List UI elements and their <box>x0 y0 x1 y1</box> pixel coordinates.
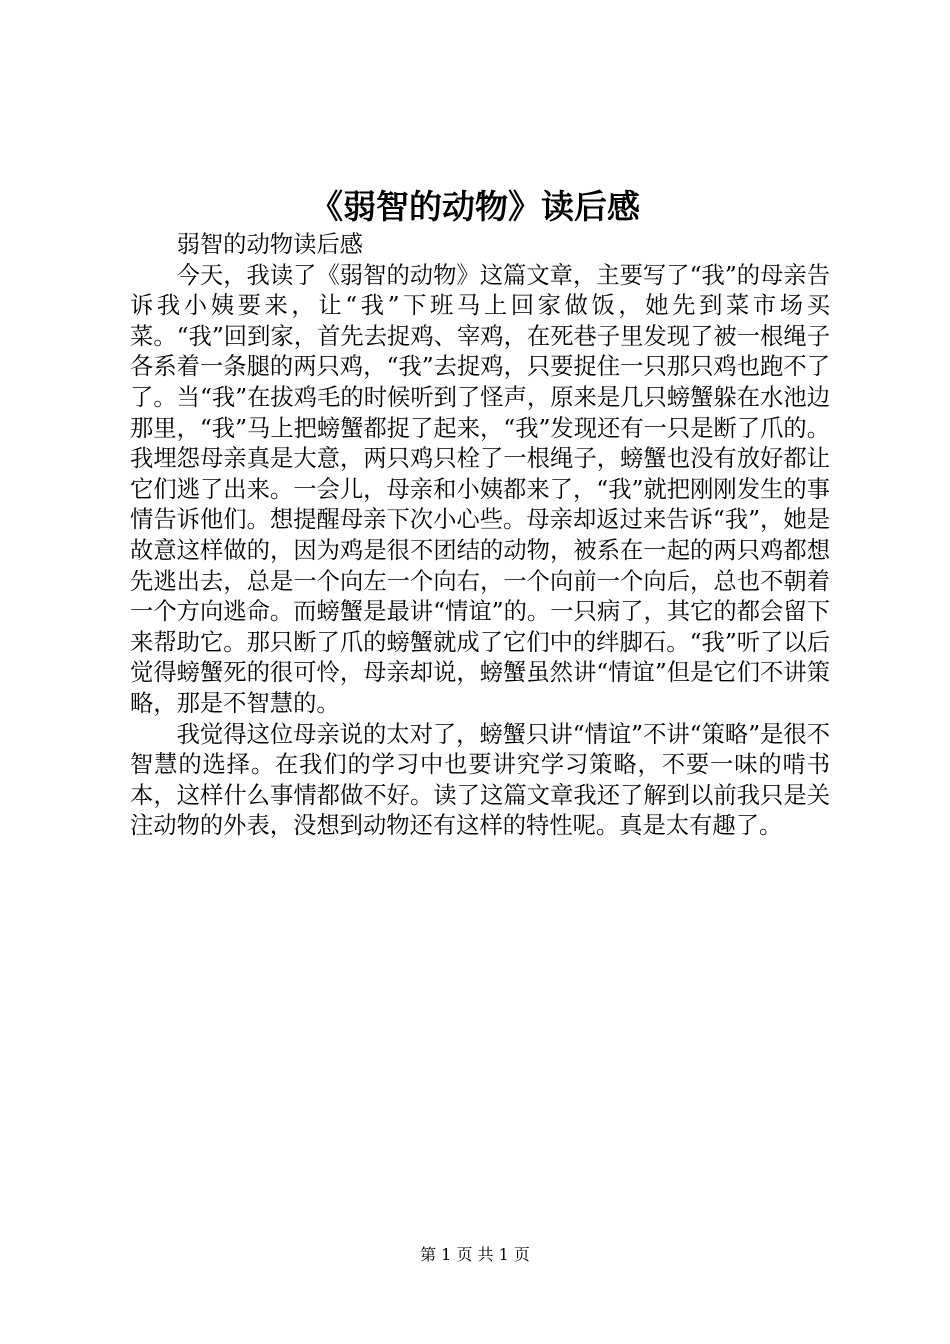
page-number-footer: 第 1 页 共 1 页 <box>420 1245 530 1264</box>
article-subtitle-paragraph: 弱智的动物读后感 <box>176 231 363 258</box>
article-body <box>130 230 830 842</box>
article-paragraph-story: 今天，我读了《弱智的动物》这篇文章，主要写了“我”的母亲告诉我小姨要来，让“我”下班马上回家做饭，她先到菜市场买菜。“我”回到家，首先去捉鸡、宰鸡，在死巷子里发现了被一根绳子各系着一条腿的两只鸡，“我”去捉鸡，只要捉住一只那只鸡也跑不了了。当“我”在拔鸡毛的时候听到了怪声，原来是几只螃蟹躲在水池边那里，“我”马上把螃蟹都捉了起来，“我”发现还有一只是断了爪的。我埋怨母亲真是大意，两只鸡只栓了一根绳子，螃蟹也没有放好都让它们逃了出来。一会儿，母亲和小姨都来了，“我”就把刚刚发生的事情告诉他们。想提醒母亲下次小心些。母亲却返过来告诉“我”，她是故意这样做的，因为鸡是很不团结的动物，被系在一起的两只鸡都想先逃出去，总是一个向左一个向右，一个向前一个向后，总也不朝着一个方向逃命。而螃蟹是最讲“情谊”的。一只病了，其它的都会留下来帮助它。那只断了爪的螃蟹就成了它们中的绊脚石。“我”听了以后觉得螃蟹死的很可怜，母亲却说，螃蟹虽然讲“情谊”但是它们不讲策略，那是不智慧的。 <box>130 261 830 717</box>
article-paragraph-reflection: 我觉得这位母亲说的太对了，螃蟹只讲“情谊”不讲“策略”是很不智慧的选择。在我们的学习中也要讲究学习策略，不要一味的啃书本，这样什么事情都做不好。读了这篇文章我还了解到以前我只是关注动物的外表，没想到动物还有这样的特性呢。真是太有趣了。 <box>130 720 830 840</box>
page-title: 《弱智的动物》读后感 <box>310 187 640 226</box>
